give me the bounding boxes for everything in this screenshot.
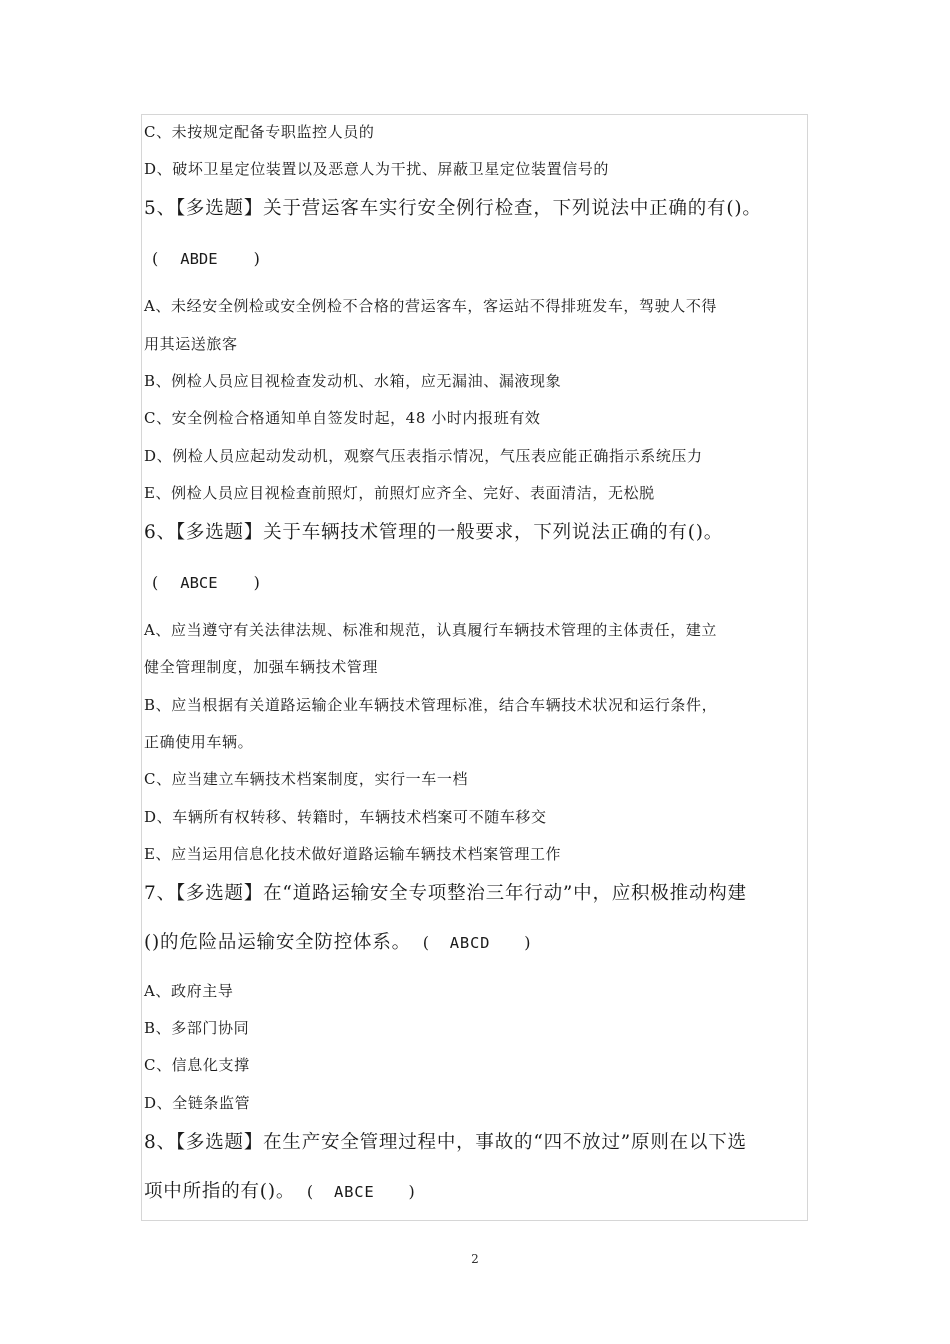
paren-close: ) [524, 933, 532, 952]
q4-option-d: D、破坏卫星定位装置以及恶意人为干扰、屏蔽卫星定位装置信号的 [144, 160, 610, 178]
q5-option-d: D、例检人员应起动发动机，观察气压表指示情况，气压表应能正确指示系统压力 [144, 447, 703, 465]
q5-option-b: B、例检人员应目视检查发动机、水箱，应无漏油、漏液现象 [144, 372, 562, 390]
q5-option-c: C、安全例检合格通知单自签发时起，48 小时内报班有效 [144, 409, 541, 427]
q7-question-line2-text: ()的危险品运输安全防控体系。 [144, 932, 411, 953]
q4-option-c: C、未按规定配备专职监控人员的 [144, 123, 375, 141]
q6-option-c: C、应当建立车辆技术档案制度，实行一车一档 [144, 770, 469, 788]
q8-answer [295, 1182, 415, 1201]
q8-question-line2 [144, 1183, 416, 1202]
q6-option-b-line1: B、应当根据有关道路运输企业车辆技术管理标准，结合车辆技术状况和运行条件， [144, 696, 718, 714]
q8-question-line1: 8、【多选题】在生产安全管理过程中，事故的“四不放过”原则在以下选 [144, 1132, 747, 1153]
q8-question-line2-text: 项中所指的有()。 [144, 1181, 296, 1202]
q8-answer-code: ABCE [333, 1183, 375, 1201]
q5-answer-code: ABDE [180, 250, 218, 268]
q7-answer [411, 933, 531, 952]
q7-option-a: A、政府主导 [144, 982, 234, 1000]
q7-option-b: B、多部门协同 [144, 1019, 250, 1037]
q7-option-c: C、信息化支撑 [144, 1056, 250, 1074]
q7-question-line1: 7、【多选题】在“道路运输安全专项整治三年行动”中，应积极推动构建 [144, 883, 747, 904]
page-number: 2 [471, 1252, 479, 1266]
q7-question-line2 [144, 934, 531, 953]
paren-close: ) [408, 1182, 416, 1201]
paren-open: ( [306, 1182, 314, 1201]
q6-option-b-line2: 正确使用车辆。 [144, 733, 254, 751]
q6-option-d: D、车辆所有权转移、转籍时，车辆技术档案可不随车移交 [144, 808, 547, 826]
paren-open: ( [422, 933, 430, 952]
q6-option-a-line1: A、应当遵守有关法律法规、标准和规范，认真履行车辆技术管理的主体责任，建立 [144, 621, 718, 639]
q5-option-a-line1: A、未经安全例检或安全例检不合格的营运客车，客运站不得排班发车，驾驶人不得 [144, 297, 718, 315]
q5-option-e: E、例检人员应目视检查前照灯，前照灯应齐全、完好、表面清洁，无松脱 [144, 484, 655, 502]
q6-answer [152, 575, 260, 592]
q6-question: 6、【多选题】关于车辆技术管理的一般要求，下列说法正确的有()。 [144, 522, 724, 543]
q7-answer-code: ABCD [449, 934, 491, 952]
q6-answer-code: ABCE [180, 574, 218, 592]
q5-option-a-line2: 用其运送旅客 [144, 335, 238, 353]
paren-close: ) [253, 249, 260, 268]
q6-option-e: E、应当运用信息化技术做好道路运输车辆技术档案管理工作 [144, 845, 562, 863]
q5-answer [152, 251, 260, 268]
paren-open: ( [152, 573, 159, 592]
paren-close: ) [253, 573, 260, 592]
q5-question: 5、【多选题】关于营运客车实行安全例行检查，下列说法中正确的有()。 [144, 198, 762, 219]
paren-open: ( [152, 249, 159, 268]
q6-option-a-line2: 健全管理制度，加强车辆技术管理 [144, 658, 379, 676]
q7-option-d: D、全链条监管 [144, 1094, 251, 1112]
